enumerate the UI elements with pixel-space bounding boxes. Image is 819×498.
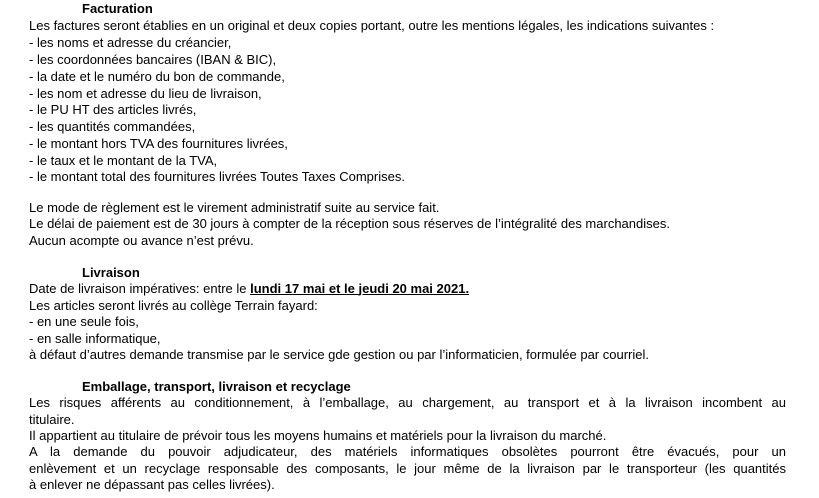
livraison-date-start: lundi 17 mai: [250, 281, 326, 296]
livraison-item: - en salle informatique,: [29, 331, 161, 346]
facturation-intro: Les factures seront établies en un original et deux copies portant, outre les mentions légales, les indications suivantes :: [29, 18, 715, 33]
facturation-item: - le PU HT des articles livrés,: [29, 102, 197, 117]
emballage-p2: Il appartient au titulaire de prévoir tous les moyens humains et matériels pour la livraison du marché.: [29, 428, 607, 443]
livraison-dates: [29, 281, 469, 297]
emballage-heading: Emballage, transport, livraison et recyclage: [82, 379, 351, 394]
payment-advance: Aucun acompte ou avance n’est prévu.: [29, 233, 254, 248]
facturation-item: - les quantités commandées,: [29, 119, 196, 134]
facturation-item: - le montant total des fournitures livrées Toutes Taxes Comprises.: [29, 169, 405, 184]
emballage-p3-line2: enlèvement et un recyclage responsable des composants, le jour même de la livraison par le transporteur (les quantités: [29, 461, 786, 476]
emballage-p1-line2: titulaire.: [29, 412, 75, 427]
livraison-item: - en une seule fois,: [29, 314, 139, 329]
emballage-p3-line3: à enlever ne dépassant pas celles livrées).: [29, 477, 275, 492]
facturation-item: - la date et le numéro du bon de commande,: [29, 69, 285, 84]
facturation-item: - les nom et adresse du lieu de livraison,: [29, 86, 262, 101]
facturation-item: - les coordonnées bancaires (IBAN & BIC),: [29, 52, 277, 67]
facturation-item: - le montant hors TVA des fournitures livrées,: [29, 136, 288, 151]
livraison-dates-middle: et le: [325, 281, 359, 296]
emballage-p3-line1: A la demande du pouvoir adjudicateur, des matériels informatiques obsolètes pourront être évacués, pour un: [29, 444, 786, 459]
livraison-location: Les articles seront livrés au collège Terrain fayard:: [29, 298, 318, 313]
livraison-dates-prefix: Date de livraison impératives: entre le: [29, 281, 251, 296]
facturation-heading: Facturation: [82, 1, 153, 16]
facturation-item: - le taux et le montant de la TVA,: [29, 153, 218, 168]
livraison-heading: Livraison: [82, 265, 140, 280]
payment-mode: Le mode de règlement est le virement administratif suite au service fait.: [29, 200, 440, 215]
emballage-p1-line1: Les risques afférents au conditionnement, à l’emballage, au chargement, au transport et à la livraison incombent au: [29, 395, 786, 410]
facturation-item: - les noms et adresse du créancier,: [29, 35, 232, 50]
payment-delay: Le délai de paiement est de 30 jours à compter de la réception sous réserves de l’intégralité des marchandises.: [29, 216, 670, 231]
livraison-date-end: jeudi 20 mai 2021.: [358, 281, 470, 296]
livraison-note: à défaut d’autres demande transmise par le service gde gestion ou par l’informaticien, formulée par courriel.: [29, 347, 649, 362]
